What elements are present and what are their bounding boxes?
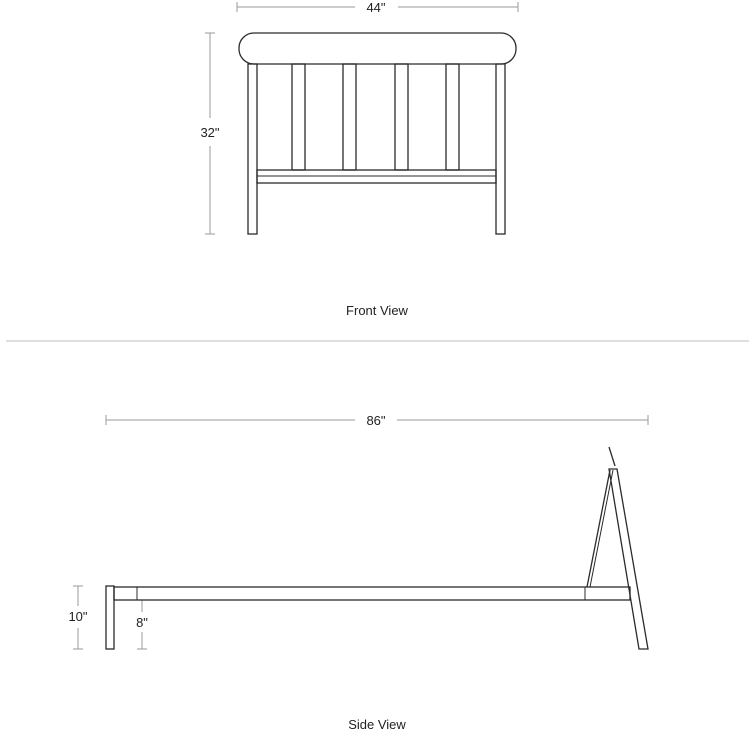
rail-height-label: 8" bbox=[136, 615, 148, 630]
front-right-leg bbox=[496, 64, 505, 234]
headboard-cushion bbox=[239, 33, 516, 64]
side-foot-leg bbox=[106, 586, 114, 649]
front-width-dimension bbox=[237, 0, 518, 15]
side-rail bbox=[114, 587, 630, 600]
bed-side-drawing bbox=[106, 447, 648, 649]
headboard-top bbox=[609, 447, 615, 466]
side-view-title: Side View bbox=[348, 717, 406, 732]
front-view-title: Front View bbox=[346, 303, 408, 318]
front-view bbox=[200, 0, 518, 318]
headboard-panel bbox=[587, 470, 610, 587]
bed-front-drawing bbox=[239, 33, 516, 234]
side-height-dimension bbox=[68, 586, 87, 649]
side-length-dimension bbox=[106, 413, 648, 428]
side-height-label: 10" bbox=[68, 609, 88, 624]
headboard-slats bbox=[292, 64, 459, 170]
front-width-label: 44" bbox=[366, 0, 386, 15]
side-length-label: 86" bbox=[366, 413, 386, 428]
headboard-slanted-leg bbox=[609, 469, 648, 649]
front-left-leg bbox=[248, 64, 257, 234]
front-height-dimension bbox=[200, 33, 219, 234]
rail-height-dimension bbox=[136, 600, 148, 649]
front-height-label: 32" bbox=[200, 125, 220, 140]
side-view bbox=[68, 413, 648, 732]
